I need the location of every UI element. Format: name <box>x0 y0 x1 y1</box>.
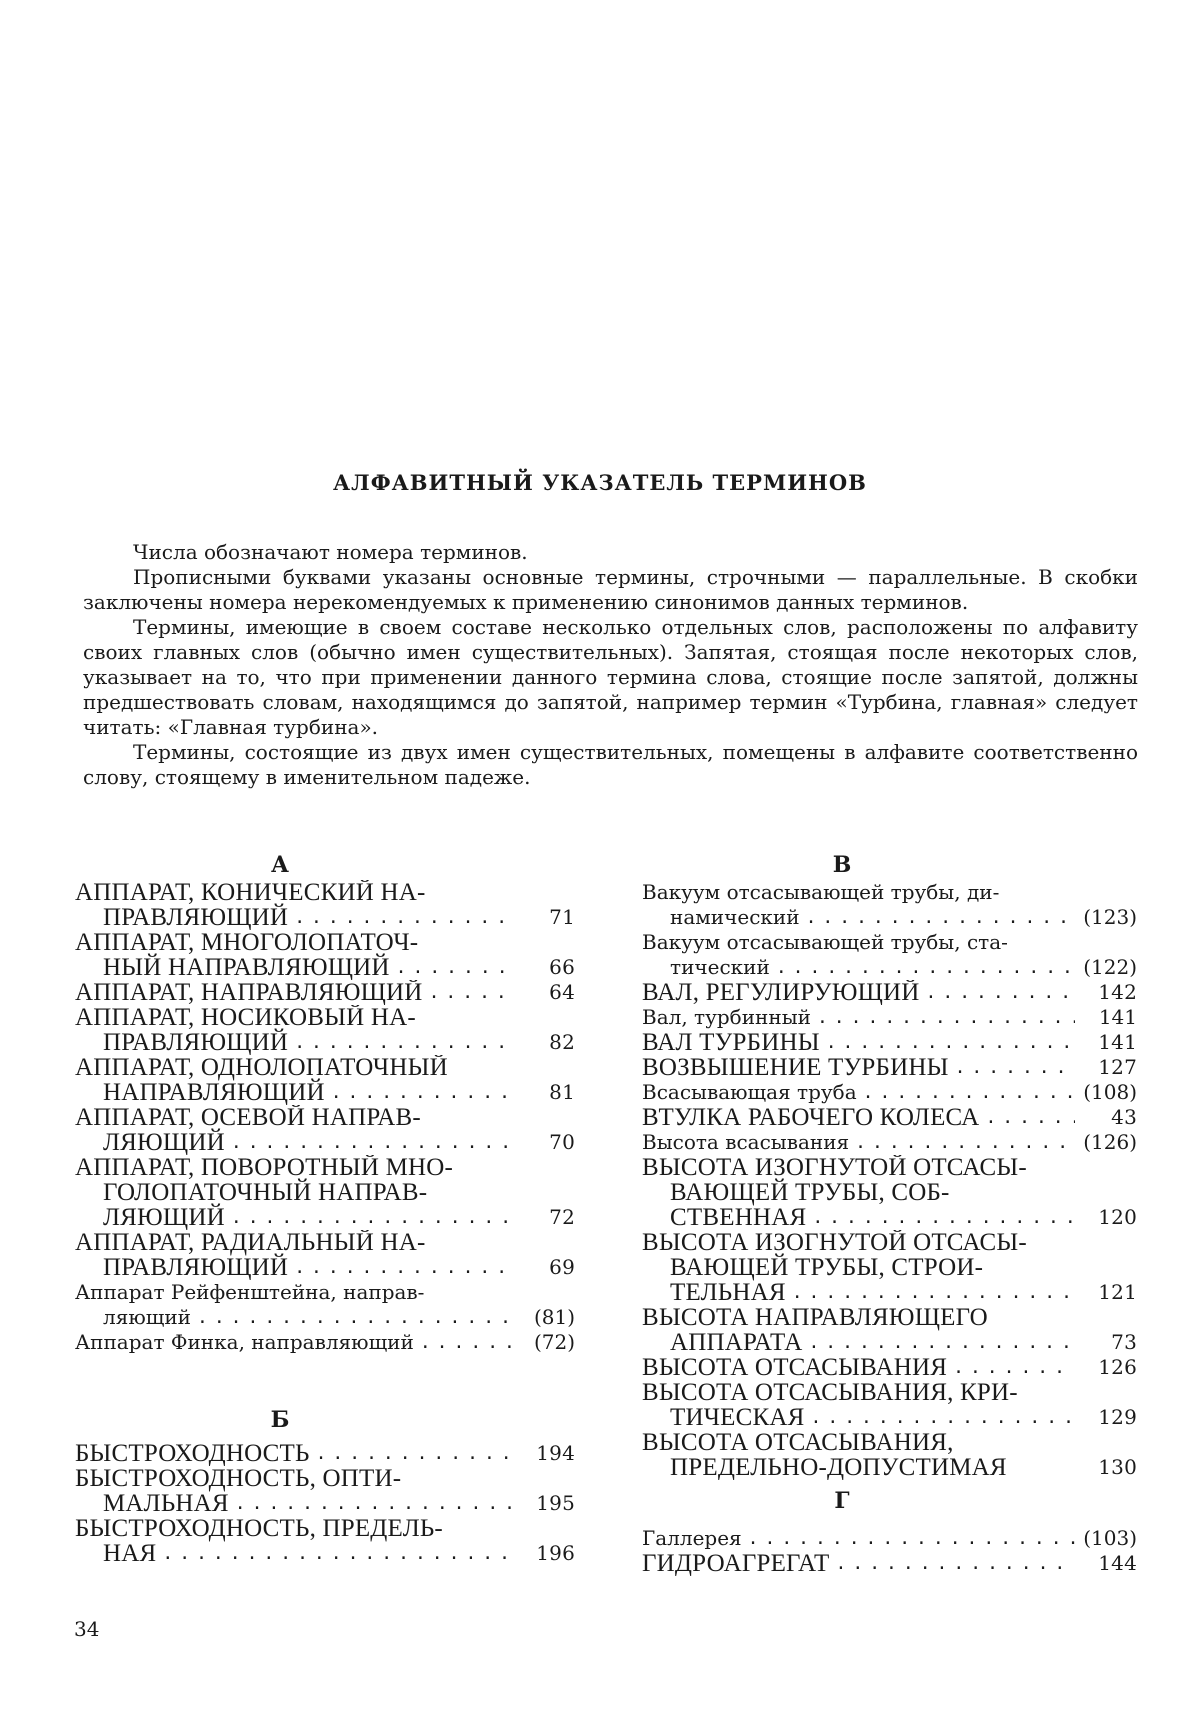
term-line: НАЯ <box>103 1541 156 1566</box>
index-term <box>75 1230 513 1280</box>
term-line: ВАЮЩЕЙ ТРУБЫ, СОБ- <box>642 1180 1075 1205</box>
term-number: 64 <box>513 980 575 1005</box>
section-b-entries <box>75 1441 575 1566</box>
index-term <box>642 980 1075 1005</box>
index-entry <box>642 1526 1137 1551</box>
index-entry <box>642 1030 1137 1055</box>
term-line: Всасывающая труба <box>642 1080 857 1105</box>
index-term <box>75 930 513 980</box>
dot-leader: .................. <box>197 1305 513 1330</box>
term-line: БЫСТРОХОДНОСТЬ, ПРЕДЕЛЬ- <box>75 1516 513 1541</box>
term-line: ВАЮЩЕЙ ТРУБЫ, СТРОИ- <box>642 1255 1075 1280</box>
dot-leader: ............. <box>294 1255 513 1280</box>
dot-leader: ....... <box>953 1355 1075 1380</box>
index-term <box>642 1130 1075 1155</box>
dot-leader: ....... <box>955 1055 1075 1080</box>
term-number: 120 <box>1075 1205 1137 1230</box>
dot-leader: ............... <box>826 1030 1075 1055</box>
section-a-entries <box>75 880 575 1355</box>
dot-leader: ............... <box>817 1005 1075 1030</box>
index-column-left <box>75 850 575 1566</box>
term-line: Вакуум отсасывающей трубы, ди- <box>642 880 1075 905</box>
term-number: 43 <box>1075 1105 1137 1130</box>
term-number: 69 <box>513 1255 575 1280</box>
index-entry <box>75 1441 575 1466</box>
dot-leader: .................. <box>792 1280 1075 1305</box>
term-line: ВОЗВЫШЕНИЕ ТУРБИНЫ <box>642 1055 949 1080</box>
index-term <box>642 1155 1075 1230</box>
term-line: ВЫСОТА ОТСАСЫВАНИЯ, КРИ- <box>642 1380 1075 1405</box>
term-number: (126) <box>1075 1130 1137 1155</box>
section-letter-g: Г <box>642 1486 1042 1516</box>
term-number: (122) <box>1075 955 1137 980</box>
term-number: 71 <box>513 905 575 930</box>
index-term <box>75 1466 513 1516</box>
term-line: Галлерея <box>642 1526 742 1551</box>
index-term <box>75 1330 513 1355</box>
term-number: 195 <box>513 1491 575 1516</box>
section-letter-a: А <box>75 850 485 880</box>
dot-leader: ............. <box>294 905 513 930</box>
index-entry <box>75 1466 575 1516</box>
term-number: 72 <box>513 1205 575 1230</box>
section-g-entries <box>642 1526 1137 1576</box>
index-term <box>642 1105 1075 1130</box>
index-term <box>75 1441 513 1466</box>
term-line: намический <box>670 905 800 930</box>
term-line: Аппарат Финка, направляющий <box>75 1330 414 1355</box>
index-term <box>75 1280 513 1330</box>
term-number: 66 <box>513 955 575 980</box>
term-line: ВЫСОТА ОТСАСЫВАНИЯ, <box>642 1430 1075 1455</box>
index-term <box>642 1030 1075 1055</box>
index-entry <box>75 930 575 980</box>
term-line: Аппарат Рейфенштейна, направ- <box>75 1280 513 1305</box>
term-line: АППАРАТ, ПОВОРОТНЫЙ МНО- <box>75 1155 513 1180</box>
term-number: 129 <box>1075 1405 1137 1430</box>
index-entry <box>642 1430 1137 1480</box>
dot-leader: ........... <box>331 1080 513 1105</box>
dot-leader: ............. <box>294 1030 513 1055</box>
term-line: ТЕЛЬНАЯ <box>670 1280 786 1305</box>
dot-leader: .................. <box>235 1491 513 1516</box>
index-entry <box>75 880 575 930</box>
term-line: Высота всасывания <box>642 1130 849 1155</box>
index-column-right <box>642 850 1137 1576</box>
index-entry <box>642 1055 1137 1080</box>
index-entry <box>642 980 1137 1005</box>
index-term <box>642 1355 1075 1380</box>
term-line: АППАРАТ, ОСЕВОЙ НАПРАВ- <box>75 1105 513 1130</box>
index-entry <box>642 1080 1137 1105</box>
index-term <box>642 930 1075 980</box>
term-line: НЫЙ НАПРАВЛЯЮЩИЙ <box>103 955 390 980</box>
term-line: ВАЛ ТУРБИНЫ <box>642 1030 820 1055</box>
term-number: 127 <box>1075 1055 1137 1080</box>
dot-leader: .............. <box>836 1551 1075 1576</box>
index-term <box>75 880 513 930</box>
dot-leader: .................. <box>231 1205 513 1230</box>
term-line: ГИДРОАГРЕГАТ <box>642 1551 830 1576</box>
term-line: Вакуум отсасывающей трубы, ста- <box>642 930 1075 955</box>
dot-leader: ..... <box>429 980 513 1005</box>
index-term <box>75 980 513 1005</box>
index-entry <box>642 1155 1137 1230</box>
section-v-entries <box>642 880 1137 1480</box>
index-entry <box>642 930 1137 980</box>
term-number: (81) <box>513 1305 575 1330</box>
term-line: ТИЧЕСКАЯ <box>670 1405 805 1430</box>
term-line: ЛЯЮЩИЙ <box>103 1205 225 1230</box>
term-number: 81 <box>513 1080 575 1105</box>
index-entry <box>75 1005 575 1055</box>
term-line: НАПРАВЛЯЮЩИЙ <box>103 1080 325 1105</box>
index-entry <box>75 1516 575 1566</box>
dot-leader <box>1013 1455 1075 1480</box>
index-entry <box>642 1230 1137 1305</box>
intro-paragraph: Числа обозначают номера терминов. <box>83 540 1138 565</box>
index-entry <box>642 1551 1137 1576</box>
term-number: (103) <box>1075 1526 1137 1551</box>
term-number: 196 <box>513 1541 575 1566</box>
term-line: АППАРАТ, РАДИАЛЬНЫЙ НА- <box>75 1230 513 1255</box>
term-line: АППАРАТ, НАПРАВЛЯЮЩИЙ <box>75 980 423 1005</box>
page-title: АЛФАВИТНЫЙ УКАЗАТЕЛЬ ТЕРМИНОВ <box>0 470 1200 495</box>
index-term <box>642 1055 1075 1080</box>
section-letter-v: В <box>642 850 1042 880</box>
dot-leader: ....... <box>396 955 513 980</box>
dot-leader: ............... <box>808 1330 1075 1355</box>
index-entry <box>642 1355 1137 1380</box>
term-number: 142 <box>1075 980 1137 1005</box>
index-term <box>75 1055 513 1105</box>
term-line: ПРАВЛЯЮЩИЙ <box>103 905 288 930</box>
term-line: ЛЯЮЩИЙ <box>103 1130 225 1155</box>
term-line: БЫСТРОХОДНОСТЬ, ОПТИ- <box>75 1466 513 1491</box>
index-entry <box>75 1230 575 1280</box>
term-number: 82 <box>513 1030 575 1055</box>
index-term <box>642 1551 1075 1576</box>
index-entry <box>642 1105 1137 1130</box>
term-line: АППАРАТ, НОСИКОВЫЙ НА- <box>75 1005 513 1030</box>
intro-paragraph: Прописными буквами указаны основные термины, строчными — параллельные. В скобки заключены номера нерекомендуемых к применению синонимов данных терминов. <box>83 565 1138 615</box>
term-line: ПРАВЛЯЮЩИЙ <box>103 1030 288 1055</box>
term-number: 126 <box>1075 1355 1137 1380</box>
index-entry <box>75 1055 575 1105</box>
section-letter-b: Б <box>75 1405 485 1435</box>
term-line: ПРЕДЕЛЬНО-ДОПУСТИМАЯ <box>670 1455 1007 1480</box>
term-line: ВАЛ, РЕГУЛИРУЮЩИЙ <box>642 980 920 1005</box>
term-line: БЫСТРОХОДНОСТЬ <box>75 1441 310 1466</box>
term-line: ВЫСОТА ИЗОГНУТОЙ ОТСАСЫ- <box>642 1230 1075 1255</box>
term-number: 130 <box>1075 1455 1137 1480</box>
term-line: СТВЕННАЯ <box>670 1205 806 1230</box>
index-term <box>642 880 1075 930</box>
term-line: ВЫСОТА ОТСАСЫВАНИЯ <box>642 1355 947 1380</box>
intro-text <box>83 540 1138 790</box>
term-number: 70 <box>513 1130 575 1155</box>
dot-leader: .................. <box>776 955 1075 980</box>
index-term <box>75 1005 513 1055</box>
dot-leader: ........... <box>316 1441 513 1466</box>
index-entry <box>75 980 575 1005</box>
index-term <box>642 1005 1075 1030</box>
term-line: ПРАВЛЯЮЩИЙ <box>103 1255 288 1280</box>
index-entry <box>642 1380 1137 1430</box>
term-number: 73 <box>1075 1330 1137 1355</box>
dot-leader: ............... <box>811 1405 1075 1430</box>
index-entry <box>642 1005 1137 1030</box>
index-entry <box>75 1105 575 1155</box>
term-number: 141 <box>1075 1030 1137 1055</box>
dot-leader: ................... <box>748 1526 1075 1551</box>
dot-leader: ..... <box>420 1330 513 1355</box>
term-line: АППАРАТ, КОНИЧЕСКИЙ НА- <box>75 880 513 905</box>
intro-paragraph: Термины, состоящие из двух имен существительных, помещены в алфавите соответственно слову, стоящему в именительном падеже. <box>83 740 1138 790</box>
term-line: тический <box>670 955 770 980</box>
term-line: АППАРАТ, ОДНОЛОПАТОЧНЫЙ <box>75 1055 513 1080</box>
index-entry <box>642 880 1137 930</box>
term-line: ГОЛОПАТОЧНЫЙ НАПРАВ- <box>75 1180 513 1205</box>
index-entry <box>642 1305 1137 1355</box>
index-entry <box>75 1280 575 1330</box>
term-number: (123) <box>1075 905 1137 930</box>
term-number: 141 <box>1075 1005 1137 1030</box>
index-entry <box>75 1155 575 1230</box>
index-term <box>642 1430 1075 1480</box>
index-entry <box>75 1330 575 1355</box>
term-line: ВТУЛКА РАБОЧЕГО КОЛЕСА <box>642 1105 979 1130</box>
dot-leader: ................ <box>806 905 1075 930</box>
term-line: АППАРАТА <box>670 1330 802 1355</box>
index-term <box>642 1380 1075 1430</box>
dot-leader: ............... <box>812 1205 1075 1230</box>
dot-leader: ..... <box>985 1105 1075 1130</box>
index-term <box>642 1305 1075 1355</box>
term-line: МАЛЬНАЯ <box>103 1491 229 1516</box>
index-entry <box>642 1130 1137 1155</box>
index-term <box>75 1155 513 1230</box>
page-number: 34 <box>74 1617 99 1641</box>
term-line: АППАРАТ, МНОГОЛОПАТОЧ- <box>75 930 513 955</box>
term-number: (108) <box>1075 1080 1137 1105</box>
term-line: ВЫСОТА ИЗОГНУТОЙ ОТСАСЫ- <box>642 1155 1075 1180</box>
term-number: 121 <box>1075 1280 1137 1305</box>
term-number: (72) <box>513 1330 575 1355</box>
term-line: Вал, турбинный <box>642 1005 811 1030</box>
term-line: ВЫСОТА НАПРАВЛЯЮЩЕГО <box>642 1305 1075 1330</box>
term-number: 144 <box>1075 1551 1137 1576</box>
term-number: 194 <box>513 1441 575 1466</box>
dot-leader: .................... <box>162 1541 513 1566</box>
dot-leader: ............. <box>863 1080 1075 1105</box>
term-line: ляющий <box>103 1305 191 1330</box>
index-term <box>642 1230 1075 1305</box>
dot-leader: .................. <box>231 1130 513 1155</box>
index-term <box>75 1516 513 1566</box>
index-term <box>642 1080 1075 1105</box>
intro-paragraph: Термины, имеющие в своем составе несколько отдельных слов, расположены по алфавиту своих главных слов (обычно имен существительных). Запятая, стоящая после некоторых слов, указывает на то, что при применении данного термина слова, стоящие после запятой, должны предшествовать словам, находящимся до запятой, например термин «Турбина, главная» следует читать: «Главная турбина». <box>83 615 1138 740</box>
index-term <box>75 1105 513 1155</box>
dot-leader: ............. <box>855 1130 1075 1155</box>
index-term <box>642 1526 1075 1551</box>
dot-leader: ......... <box>926 980 1075 1005</box>
